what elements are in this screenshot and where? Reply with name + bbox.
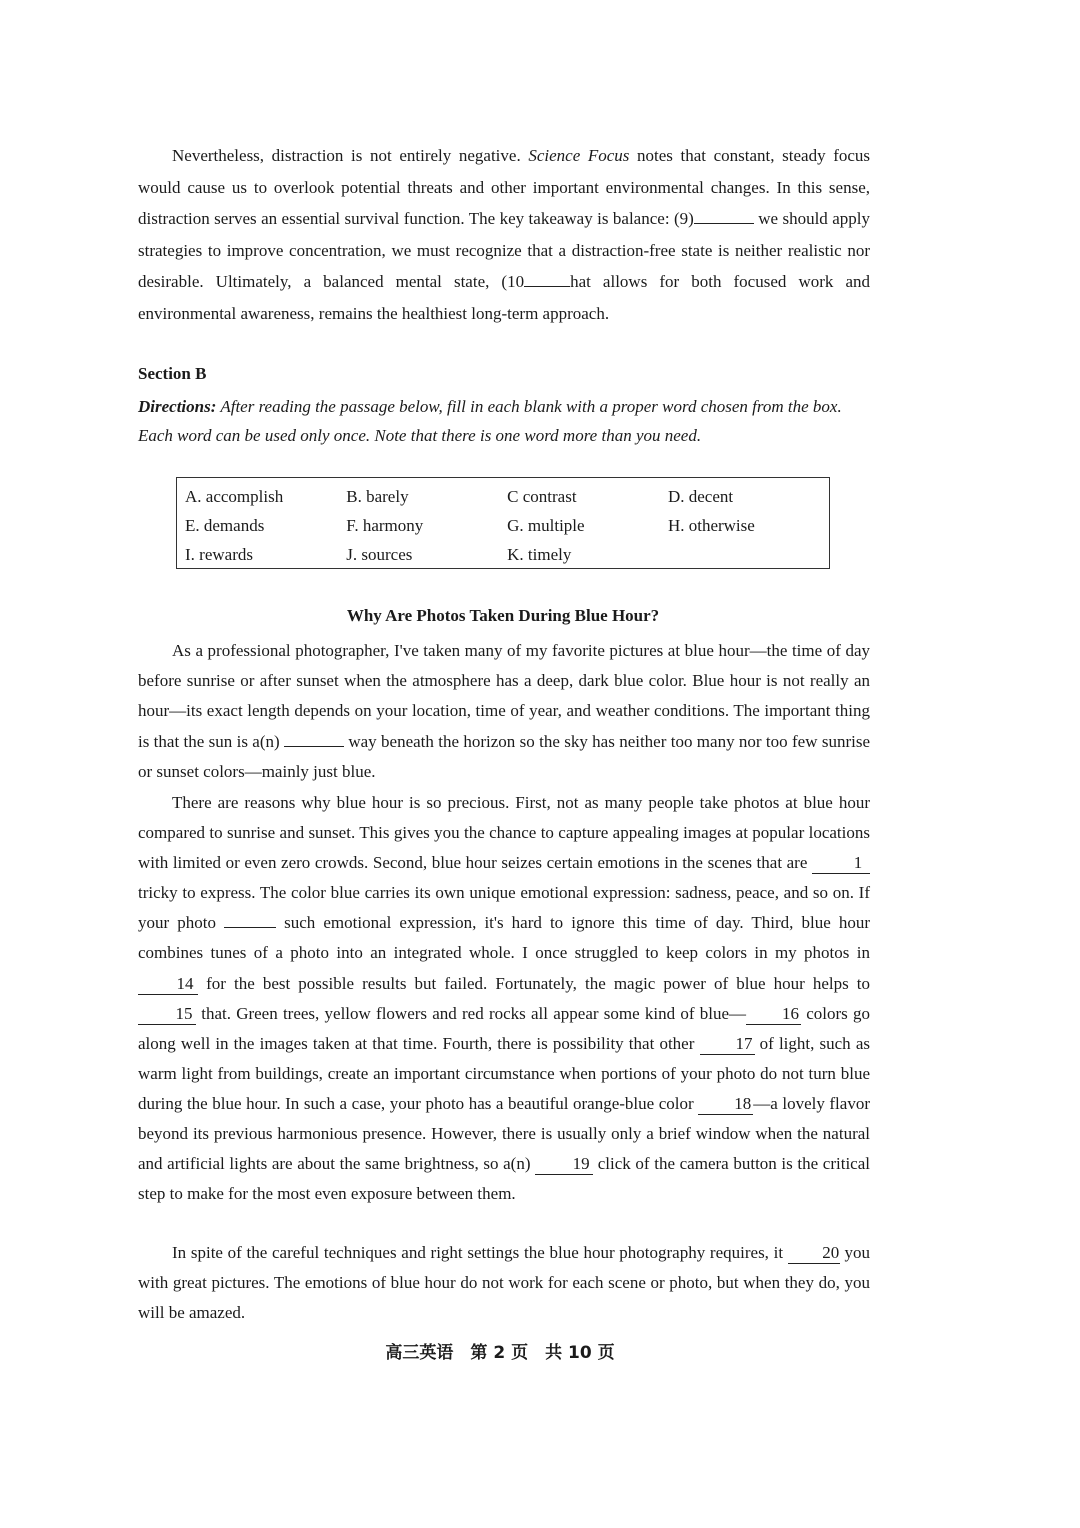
text-run: hat allows for both focused work and environmental awareness, remains the healthiest long-term approach. [138, 272, 870, 323]
word-option: F. harmony [346, 515, 424, 535]
passage-paragraph-1 [138, 636, 870, 787]
text-run: such emotional expression, it's hard to ignore this time of day. Third, blue hour combines tunes of a photo into an integrated whole. I once struggled to keep colors in my photos in [138, 913, 870, 963]
part-a-paragraph [138, 140, 870, 329]
text-run: notes that constant, steady focus would cause us to overlook potential threats and other important environmental changes. In this sense, distraction serves an essential survival function. The key takeaway is balance: (9) [138, 146, 871, 228]
passage-title: Why Are Photos Taken During Blue Hour? [346, 606, 660, 625]
text-run: As a professional photographer, I've taken many of my favorite pictures at blue hour—the time of day before sunrise or after sunset when the atmosphere has a deep, dark blue color. Blue hour is not really an hour—its exact length depends on your location, time of year, and weather conditions. The important thing is that the sun is a(n) [138, 641, 870, 751]
blank-12: 1 [812, 853, 870, 874]
text-run: we should apply strategies to improve concentration, we must recognize that a distraction-free state is neither realistic nor desirable. Ultimately, a balanced mental state, (10 [138, 209, 870, 291]
blank-15: 15 [138, 1004, 196, 1025]
blank-14: 14 [138, 974, 198, 995]
blank-20: 20 [788, 1243, 840, 1264]
page-footer: 高三英语 第 2 页 共 10 页 [385, 1343, 615, 1363]
blank-18: 18 [698, 1094, 753, 1115]
passage-paragraph-3 [138, 1238, 870, 1328]
blank-13 [224, 927, 276, 928]
word-option [668, 540, 829, 569]
word-option: K. timely [507, 544, 572, 564]
text-run: for the best possible results but failed. Fortunately, the magic power of blue hour helps to [198, 973, 870, 993]
directions [138, 392, 870, 450]
word-option: H. otherwise [667, 515, 755, 535]
blank-19: 19 [535, 1154, 593, 1175]
text-run: you with great pictures. The emotions of blue hour do not work for each scene or photo, but when they do, you will be amazed. [138, 1243, 870, 1322]
word-box-table [185, 482, 829, 569]
text-run: tricky to express. The color blue carries its own unique emotional expression: sadness, peace, and so on. If your photo [138, 883, 870, 933]
text-run: way beneath the horizon so the sky has neither too many nor too few sunrise or sunset colors—mainly just blue. [138, 731, 870, 781]
word-option: E. demands [185, 515, 265, 535]
word-option: G. multiple [507, 515, 585, 535]
blank-16: 16 [746, 1004, 801, 1025]
passage-paragraph-2 [138, 788, 870, 1209]
directions-label: Directions: [138, 397, 217, 416]
directions-text: After reading the passage below, fill in each blank with a proper word chosen from the box. Each word can be used only once. Note that there is one word more than you need. [138, 397, 842, 445]
word-box [176, 477, 830, 569]
word-box-row [185, 540, 829, 569]
text-run: that. Green trees, yellow flowers and red rocks all appear some kind of blue— [196, 1003, 746, 1023]
blank-9 [694, 223, 754, 224]
blank-11 [284, 746, 344, 747]
text-run: click of the camera button is the critical step to make for the most even exposure between them. [138, 1154, 870, 1204]
word-option: D. decent [667, 486, 734, 506]
word-box-row [185, 511, 829, 540]
source-name: Science Focus [528, 146, 630, 165]
word-option: C contrast [507, 486, 577, 506]
text-run: colors go along well in the images taken at that time. Fourth, there is possibility that other [138, 1003, 871, 1053]
word-option: B. barely [346, 486, 409, 506]
text-run: of light, such as warm light from buildings, create an important circumstance when portions of your photo do not turn blue during the blue hour. In such a case, your photo has a beautiful orange-blue color [138, 1033, 870, 1113]
text-run: In spite of the careful techniques and right settings the blue hour photography requires, it [172, 1243, 788, 1262]
text-run: —a lovely flavor beyond its previous harmonious presence. However, there is usually only a brief window when the natural and artificial lights are about the same brightness, so a(n) [138, 1093, 870, 1174]
section-b-heading: Section B [138, 364, 207, 383]
word-option: J. sources [346, 544, 413, 564]
text-run: There are reasons why blue hour is so precious. First, not as many people take photos at blue hour compared to sunrise and sunset. This gives you the chance to capture appealing images at popular locations with limited or even zero crowds. Second, blue hour seizes certain emotions in the scenes that are [138, 793, 870, 873]
word-box-row [185, 482, 829, 511]
word-option: I. rewards [185, 544, 253, 564]
word-option: A. accomplish [185, 486, 284, 506]
blank-10 [524, 286, 570, 287]
blank-17: 17 [700, 1034, 755, 1055]
text-run: Nevertheless, distraction is not entirely negative. [172, 146, 529, 165]
